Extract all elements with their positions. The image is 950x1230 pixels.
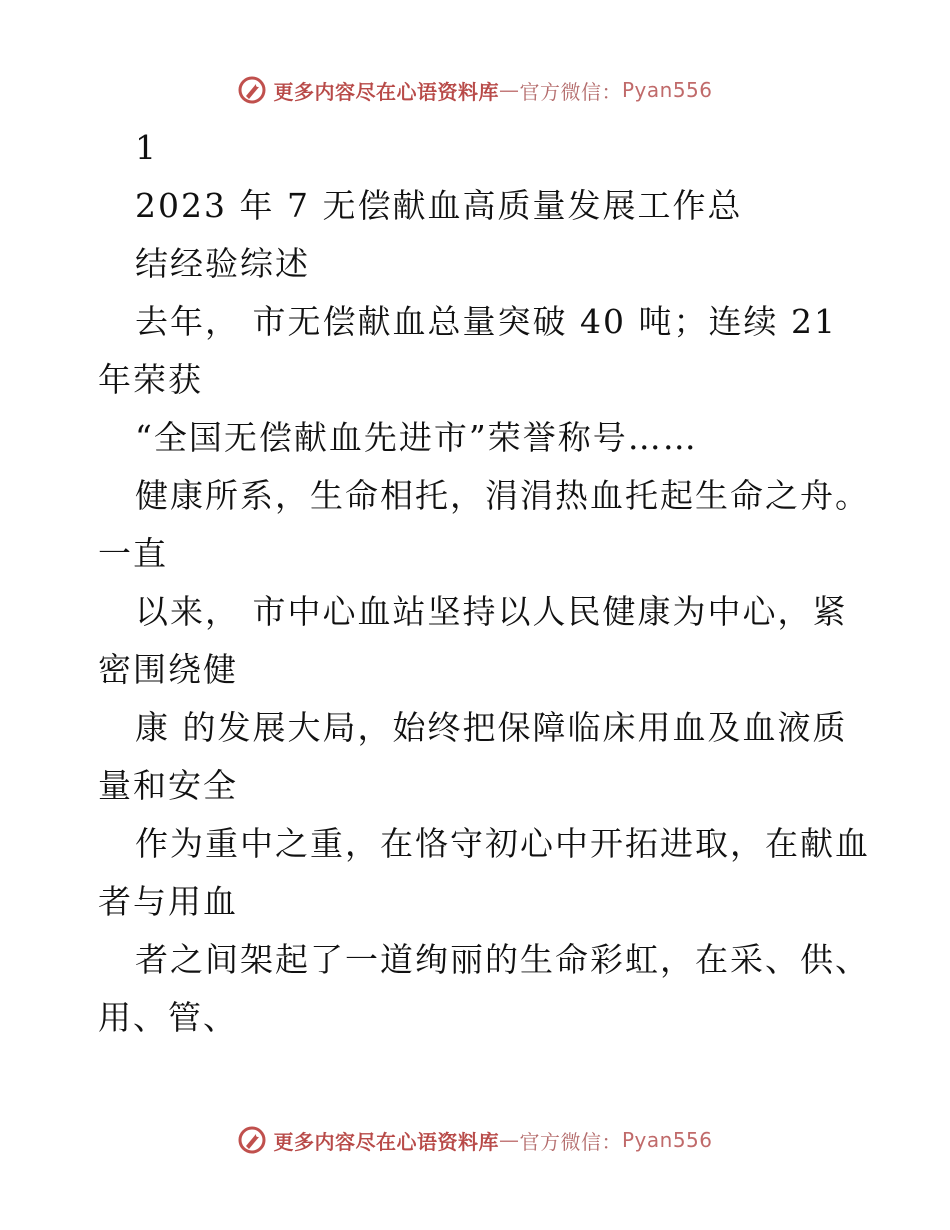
- watermark-dash: —: [498, 1128, 520, 1152]
- body-line: 用、管、: [98, 998, 238, 1037]
- pen-circle-logo-icon: [237, 1125, 267, 1155]
- body-line: 作为重中之重，在恪守初心中开拓进取，在献血: [135, 824, 870, 863]
- page-number: 1: [135, 128, 158, 167]
- pen-circle-logo-icon: [237, 75, 267, 105]
- watermark-sub-text: 官方微信：: [519, 79, 622, 104]
- body-line: 者之间架起了一道绚丽的生命彩虹，在采、供、: [135, 940, 870, 979]
- body-line: 密围绕健: [98, 650, 238, 689]
- body-line: 一直: [98, 534, 168, 573]
- body-line: 健康所系，生命相托，涓涓热血托起生命之舟。: [135, 476, 870, 515]
- body-line: 者与用血: [98, 882, 238, 921]
- watermark-id: Pyan556: [621, 1128, 713, 1152]
- watermark-id: Pyan556: [621, 78, 713, 102]
- body-line: “全国无偿献血先进市”荣誉称号……: [135, 418, 698, 457]
- header-watermark: [0, 70, 950, 110]
- watermark-main-text: 更多内容尽在心语资料库: [273, 79, 499, 104]
- document-title-line-2: 结经验综述: [135, 244, 310, 283]
- footer-watermark: [0, 1120, 950, 1160]
- body-line: 去年， 市无偿献血总量突破 40 吨；连续 21: [135, 302, 837, 341]
- body-line: 康 的发展大局，始终把保障临床用血及血液质: [135, 708, 848, 747]
- watermark-main-text: 更多内容尽在心语资料库: [273, 1129, 499, 1154]
- body-line: 年荣获: [98, 360, 203, 399]
- watermark-dash: —: [498, 78, 520, 102]
- document-title-line-1: 2023 年 7 无偿献血高质量发展工作总: [135, 186, 743, 225]
- watermark-sub-text: 官方微信：: [519, 1129, 622, 1154]
- body-line: 量和安全: [98, 766, 238, 805]
- body-line: 以来， 市中心血站坚持以人民健康为中心，紧: [135, 592, 848, 631]
